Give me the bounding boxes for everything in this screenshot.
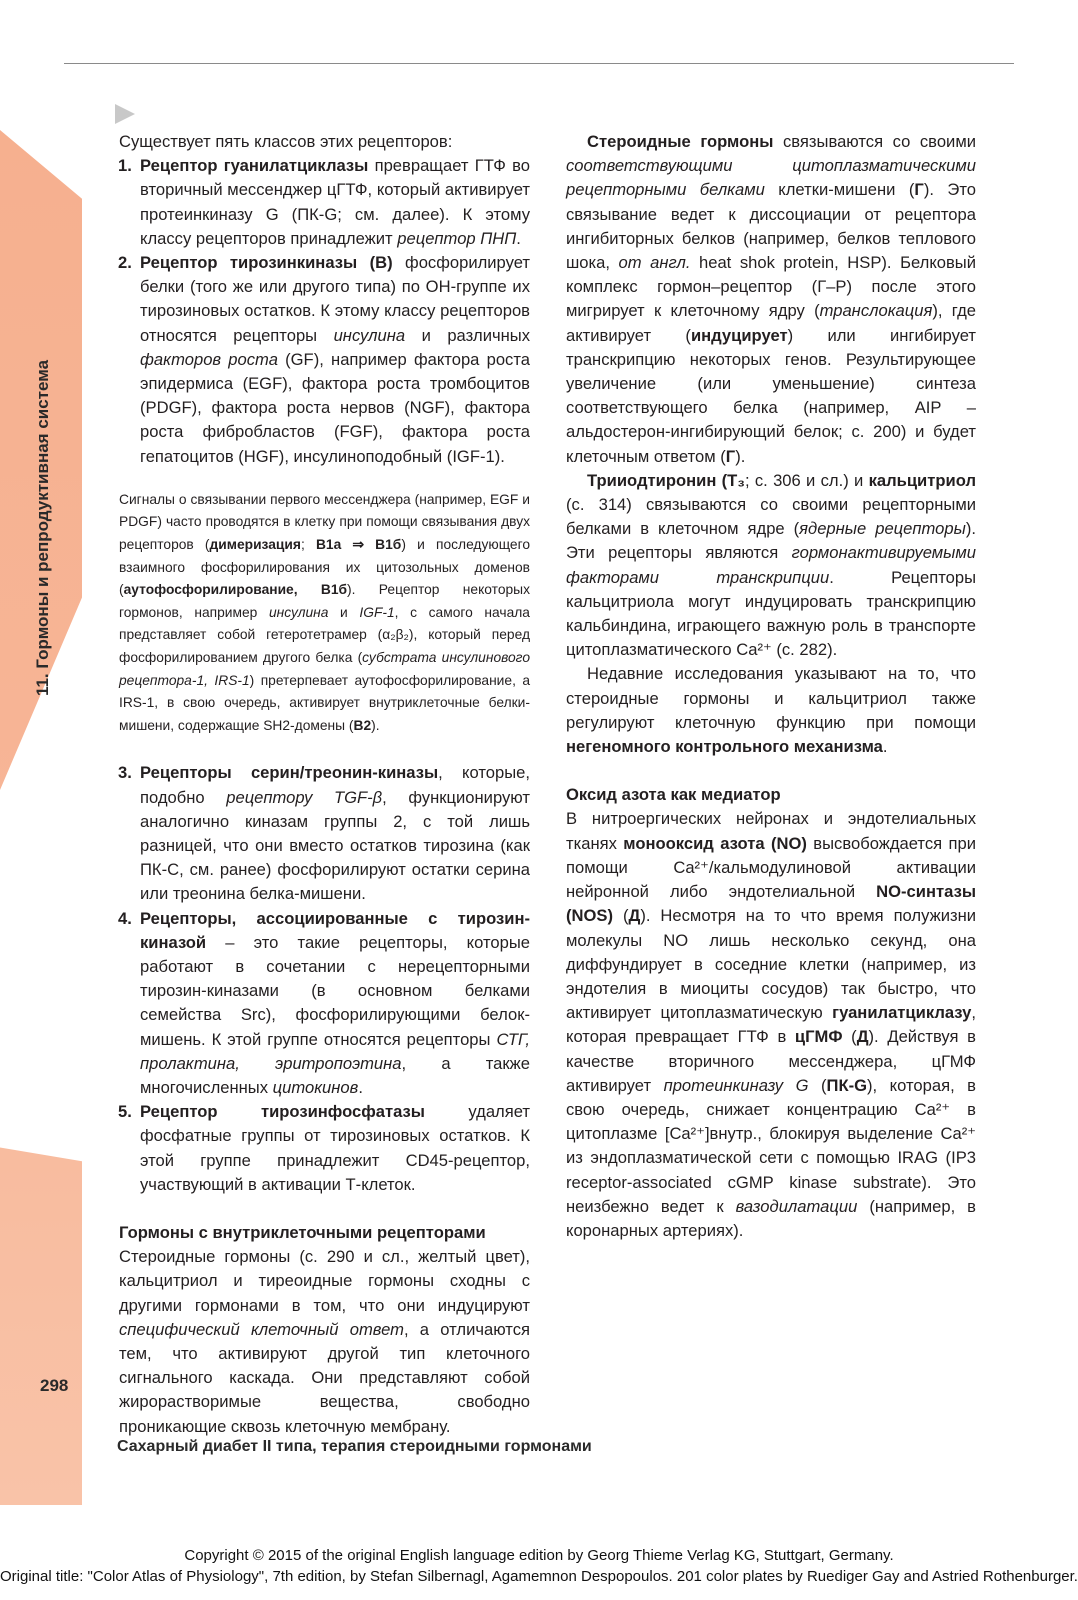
body-text: heat shok protein, HSP). Белковый комплекс гормон–рецептор (Г–Р) после этого мигрирует к клеточному ядру ( [566,253,977,321]
chapter-tab [0,130,82,1505]
list-item [119,907,530,1101]
body-bold: Г [725,446,736,466]
body-text: ). [735,446,746,466]
related-topic: Сахарный диабет II типа, терапия стероидными гормонами [117,1438,592,1455]
body-bold: Г [914,180,924,200]
continuation-arrow-icon [115,104,135,124]
note-bold: B1a ⇒ B1б [315,537,402,553]
item-text: (GF), например фактора роста эпидермиса (EGF), фактора роста тромбоцитов (PDGF), фактора роста нервов (NGF), фактора роста фибробластов (FGF), фактора роста гепатоцитов (HGF), инсулиноподобный (IGF-1). [140,349,530,466]
item-title: Рецепторы, ассоциированные с тирозин-киназой [140,908,530,952]
item-title: Рецептор тирозинфосфатазы [140,1102,425,1122]
body-bold: индуцирует [690,325,788,345]
body-bold: Стероидные гормоны [587,132,774,151]
body-bold: кальцитриол [868,470,976,490]
note-text: и [328,604,360,620]
list-item [119,251,530,469]
list-item [119,1100,530,1197]
body-emphasis: специфический клеточный ответ [119,1319,404,1339]
item-text: удаляет фосфатные группы от тирозиновых остатков. К этой группе принадлежит CD45-рецептор, участвующий в активации Т-клеток. [140,1102,530,1194]
body-text: ( [808,1075,827,1095]
item-number: 4. [118,908,132,928]
item-text: , функционируют аналогично киназам группы 2, с той лишь разницей, что они вместо остатков тирозина (как ПК-С, см. ранее) фосфорилируют остатки серина или треонина белка-мишени. [140,787,530,904]
note-bold: B2 [353,717,372,733]
item-text: превращает ГТФ во вторичный мессенджер цГТФ, который активирует протеинкиназу G (ПК-G; см. далее). К этому классу рецепторов принадлежит [140,156,531,248]
body-text: ) или ингибирует транскрипцию некоторых генов. Результирующее увеличение (или уменьшение) синтеза соответствующего белка (например, AIP – альдостерон-ингибирующий белок; с. 200) и будет клеточным ответом ( [566,325,976,466]
body-emphasis: от англ. [618,253,691,273]
item-number: 5. [118,1102,132,1122]
body-text: ). Несмотря на то что время полужизни молекулы NO лишь несколько секунд, она диффундирует в соседние клетки (например, из эндотелия в миоциты сосудов) так быстро, что активирует цитоплазматическую [566,906,976,1023]
note-text: ) и последующего взаимного фосфорилирования их цитозольных доменов ( [119,537,531,598]
body-emphasis: гормонактивируемыми факторами транскрипции [566,543,976,587]
list-item [119,154,530,251]
body-text: связываются со своими [773,132,976,151]
body-emphasis: соответствующими цитоплазматическими рецепторными белками [566,156,976,200]
body-emphasis: транслокация [819,301,933,321]
body-paragraph [566,130,976,469]
body-paragraph [119,1245,530,1439]
item-title: Рецептор гуанилатциклазы [140,156,369,176]
body-text: , которая превращает ГТФ в [566,1003,976,1047]
note-emphasis: инсулина [268,604,329,620]
note-text: , с самого начала представляет собой гетеротетрамер (α₂β₂), который перед фосфорилированием другого белка ( [119,604,530,665]
body-text: Стероидные гормоны (с. 290 и сл., желтый цвет), кальцитриол и тиреоидные гормоны сходны с другими гормонами в том, что они индуцируют [119,1247,530,1315]
body-emphasis: вазодилатации [735,1196,858,1216]
item-emphasis: рецептору TGF-β [226,787,383,807]
note-text: ; [300,537,316,553]
intro-text: Существует пять классов этих рецепторов: [119,132,453,151]
body-bold: гуанилатциклазу [832,1003,972,1023]
body-text: . Рецепторы кальцитриола могут индуцировать транскрипцию кальбиндина, играющего важную роль в транспорте цитоплазматического Ca²⁺ (с. 282). [566,567,977,660]
item-emphasis: рецептор ПНП [397,228,517,248]
body-text: ). Это связывание ведет к диссоциации от рецептора ингибиторных белков (например, белков теплового шока, [566,180,976,273]
body-text: , а отличаются тем, что активируют другой тип клеточного сигнального каскада. Они представляют собой жирорастворимые вещества, свободно проникающие сквозь клеточную мембрану. [119,1319,530,1436]
body-text: Недавние исследования указывают на то, что стероидные гормоны и кальцитриол также регулируют клеточную функцию при помощи [566,664,976,732]
item-title: Рецептор тирозинкиназы (B) [140,253,393,273]
note-bold: димеризация [209,537,301,553]
body-text: ). Эти рецепторы являются [566,519,976,563]
item-text: . [516,228,521,248]
note-text: ). Рецептор некоторых гормонов, например [119,582,530,620]
chapter-title: 11. Гормоны и репродуктивная система [33,359,52,697]
body-text: (например, в коронарных артериях). [566,1196,976,1240]
body-text: высвобождается при помощи Ca²⁺/кальмодулиновой активации нейронной либо эндотелиальной [566,833,976,902]
body-paragraph [566,807,976,1243]
right-column [566,130,976,1243]
item-text: – это такие рецепторы, которые работают в сочетании с нерецепторными тирозин-киназами (в основном белками семейства Src), фосфорилирующими белок-мишень. К этой группе относятся рецепторы [140,932,530,1049]
note-emphasis: IGF-1 [359,604,395,620]
section-heading: Оксид азота как медиатор [566,785,781,805]
body-bold: ПК-G [826,1075,868,1095]
body-bold: NO-синтазы (NOS) [566,882,976,926]
item-text: и различных [405,325,531,345]
item-text: . [358,1078,363,1098]
body-text: . [882,737,888,757]
section-heading: Гормоны с внутриклеточными рецепторами [119,1223,486,1243]
body-text: В нитроергических нейронах и эндотелиальных тканях [566,809,976,853]
body-bold: Трииодтиронин (T₃ [587,470,745,490]
body-text: ), которая, в свою очередь, снижает концентрацию Ca²⁺ в цитоплазме [Ca²⁺]внутр., блокируя выделение Ca²⁺ из эндоплазматической сети с помощью IRAG (IP3 receptor-associated cGMP kinase substrate). Это неизбежно ведет к [566,1075,976,1216]
body-paragraph [566,662,976,759]
note-bold: аутофосфорилирование, B1б [123,582,348,598]
top-rule [64,63,1014,64]
item-text: , которые, подобно [140,763,530,807]
body-bold: негеномного контрольного механизма [566,737,883,757]
item-text: , а также многочисленных [140,1053,530,1098]
note-text: ). [371,717,380,733]
body-emphasis: ядерные рецепторы [799,519,966,539]
note-text: ) претерпевает аутофосфорилирование, а IRS-1, в свою очередь, активирует внутриклеточные белки-мишени, содержащие SH2-домены ( [119,672,531,733]
item-emphasis: инсулина [333,325,406,345]
body-bold: Д [856,1027,869,1047]
original-title-line: Original title: "Color Atlas of Physiology", 7th edition, by Stefan Silbernagl, Agamemnon Despopoulos. 201 color plates by Ruediger Gay and Astried Rothenburger. [0,1568,1078,1585]
list-item [119,761,530,906]
body-text: ; с. 306 и сл.) и [744,470,869,490]
body-text: ( [842,1027,857,1047]
body-text: ). Действуя в качестве вторичного мессенджера, цГМФ активирует [566,1027,976,1095]
body-emphasis: протеинкиназу G [663,1075,809,1095]
body-paragraph [566,469,976,663]
body-text: ( [613,906,629,926]
note-text: Сигналы о связывании первого мессенджера (например, EGF и PDGF) часто проводятся в клетку при помощи связывания двух рецепторов ( [119,491,530,553]
body-bold: монооксид азота (NO) [623,833,807,853]
item-title: Рецепторы серин/треонин-киназы [140,763,439,783]
body-text: ), где активирует ( [566,301,976,345]
item-emphasis: цитокинов [272,1078,359,1098]
item-emphasis: СТГ, пролактина, эритропоэтина [140,1029,530,1073]
body-text: клетки-мишени ( [764,180,915,200]
item-number: 2. [118,253,132,273]
left-column [119,130,530,1439]
body-bold: цГМФ [794,1027,843,1047]
item-number: 1. [118,156,132,176]
note-paragraph [119,489,530,738]
body-bold: Д [628,906,641,926]
body-text: (с. 314) связываются со своими рецепторными белками в клеточном ядре ( [566,495,976,539]
item-number: 3. [118,763,132,783]
item-text: фосфорилирует белки (того же или другого типа) по ОН-группе их тирозиновых остатков. К этому классу рецепторов относятся рецепторы [140,253,530,345]
page-number: 298 [40,1376,69,1395]
note-emphasis: субстрата инсулинового рецептора-1, IRS-1 [119,650,531,688]
item-emphasis: факторов роста [140,349,278,369]
copyright-line: Copyright © 2015 of the original English language edition by Georg Thieme Verlag KG, Stuttgart, Germany. [184,1547,894,1564]
